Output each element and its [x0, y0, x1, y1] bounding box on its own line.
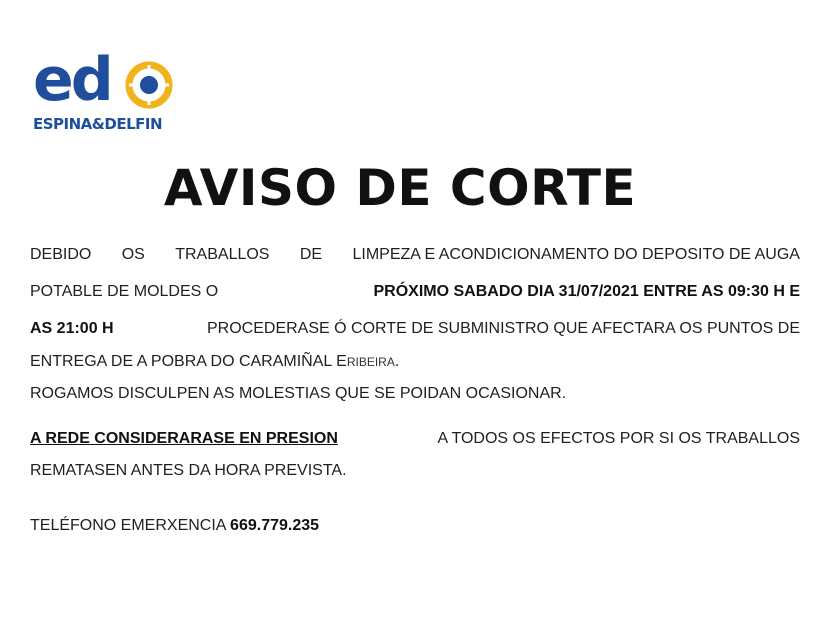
- paragraph1-line1: [30, 245, 800, 265]
- company-logo: [33, 45, 183, 140]
- word: TRABALLOS: [175, 246, 270, 263]
- paragraph1-line2: [30, 282, 800, 302]
- word: DEBIDO: [30, 246, 92, 263]
- text-small: RIBEIRA: [346, 355, 395, 369]
- phone-number: 669.779.235: [230, 517, 320, 534]
- text-period: .: [394, 353, 400, 370]
- apology-line: ROGAMOS DISCULPEN AS MOLESTIAS QUE SE POIDAN OCASIONAR.: [30, 385, 567, 402]
- end-time-bold: AS 21:00 H: [30, 320, 114, 337]
- text-plain: PROCEDERASE Ó CORTE DE SUBMINISTRO QUE AFECTARA OS PUNTOS DE: [207, 320, 800, 337]
- logo-mark: ed: [33, 45, 111, 115]
- logo-company-name: ESPINA&DELFIN: [33, 115, 163, 133]
- paragraph2-line1: [30, 429, 800, 449]
- text-plain: ENTREGA DE A POBRA DO CARAMIÑAL E: [30, 353, 347, 370]
- date-time-bold: PRÓXIMO SABADO DIA 31/07/2021 ENTRE AS 09:30 H E: [373, 283, 800, 300]
- word: OS: [121, 246, 145, 263]
- word: LIMPEZA E ACONDICIONAMENTO DO DEPOSITO DE AUGA: [352, 246, 800, 263]
- notice-title: AVISO DE CORTE: [163, 159, 637, 217]
- paragraph2-line2: REMATASEN ANTES DA HORA PREVISTA.: [30, 462, 347, 479]
- emergency-phone: [30, 516, 800, 536]
- text-plain: POTABLE DE MOLDES O: [30, 283, 219, 300]
- paragraph1-line4: [30, 352, 800, 372]
- logo-ball-icon: [125, 61, 173, 109]
- word: DE: [299, 246, 323, 263]
- phone-label: TELÉFONO EMERXENCIA: [30, 517, 226, 534]
- pressure-notice: A REDE CONSIDERARASE EN PRESION: [30, 430, 338, 447]
- paragraph1-line3: [30, 319, 800, 339]
- text-plain: A TODOS OS EFECTOS POR SI OS TRABALLOS: [437, 430, 800, 447]
